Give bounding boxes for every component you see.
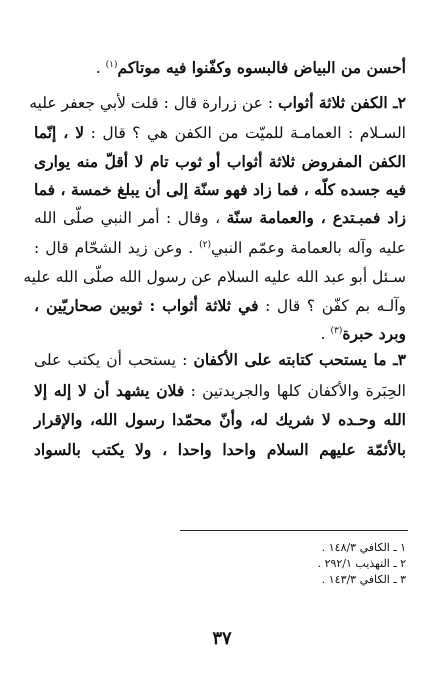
text-run: وآلـه بم كفّن ؟ قال :: [258, 297, 406, 315]
text-line: [34, 56, 406, 80]
text-line: [34, 408, 406, 432]
text-run: في ثلاثة أثواب : ثوبين صحاريّين ،: [34, 296, 259, 315]
text-run: ٢ـ الكفن ثلاثة أثواب: [278, 93, 406, 112]
text-run: أحسن من البياض فالبسوه وكفّنوا فيه موتاكم: [117, 58, 406, 77]
text-run: زاد فمبـتدع ، والعمامة سنّة: [226, 208, 406, 227]
footnote: ٣ ـ الكافي ١٤٣/٣ .: [321, 573, 406, 586]
text-run: : عن زرارة قال : قلت لأبي جعفر عليه: [29, 94, 278, 112]
text-run: : يستحب أن يكتب على: [34, 351, 194, 369]
text-line: [34, 348, 406, 372]
text-run: الله وحـده لا شريك له، وأنّ محمّدا رسول الله، والإقرار: [34, 410, 406, 429]
text-line: [34, 236, 406, 260]
footnote-marker[interactable]: (١): [105, 59, 118, 70]
text-line: [34, 178, 406, 202]
footnote-divider: [180, 530, 408, 531]
text-run: .: [320, 325, 331, 343]
text-line: [34, 121, 406, 145]
text-run: الحِبَرة والأكفان كلها والجريدتين :: [184, 382, 406, 400]
text-line: [34, 438, 406, 462]
text-line: [29, 91, 406, 115]
text-run: فيه جسده كلّه ، فما زاد فهو سنّة إلى أن يبلغ خمسة ، فما: [34, 180, 406, 199]
text-run: لا ، إنّما: [34, 123, 85, 142]
footnote-marker[interactable]: (٣): [330, 325, 343, 336]
footnote: ١ ـ الكافي ١٤٨/٣ .: [321, 541, 406, 554]
text-line: [34, 294, 406, 318]
text-line: [23, 265, 406, 289]
text-run: ٣ـ ما يستحب كتابته على الأكفان: [193, 350, 406, 369]
text-run: بالأئمّة عليهم السلام واحدا واحدا ، ولا يكتب بالسواد: [34, 440, 406, 459]
text-run: سـئل أبو عبد الله عليه السلام عن رسول الله صلّى الله عليه: [23, 268, 406, 286]
text-run: الكفن المفروض ثلاثة أثواب أو ثوب تام لا أقلّ منه يوارى: [34, 152, 406, 171]
text-run: عليه وآله بالعمامة وعمّم النبي: [211, 239, 406, 257]
page-number: ٣٧: [212, 628, 232, 649]
text-run: فلان يشهد أن لا إله إلا: [34, 381, 185, 400]
footnote-marker[interactable]: (٢): [199, 239, 211, 250]
text-run: .: [95, 59, 106, 77]
text-line: [34, 206, 406, 230]
text-run: . وعن زيد الشحّام قال :: [34, 239, 200, 257]
text-line: [34, 322, 406, 346]
text-run: السـلام : العمامـة للميّت من الكفن هي ؟ قال :: [84, 124, 406, 142]
text-run: وبرد حبرة: [342, 324, 406, 343]
text-run: ، وقال : أمر النبي صلّى الله: [34, 209, 227, 227]
text-line: [34, 150, 406, 174]
text-line: [34, 379, 406, 403]
footnote: ٢ ـ التهذيب ٢٩٢/١ .: [317, 557, 406, 570]
